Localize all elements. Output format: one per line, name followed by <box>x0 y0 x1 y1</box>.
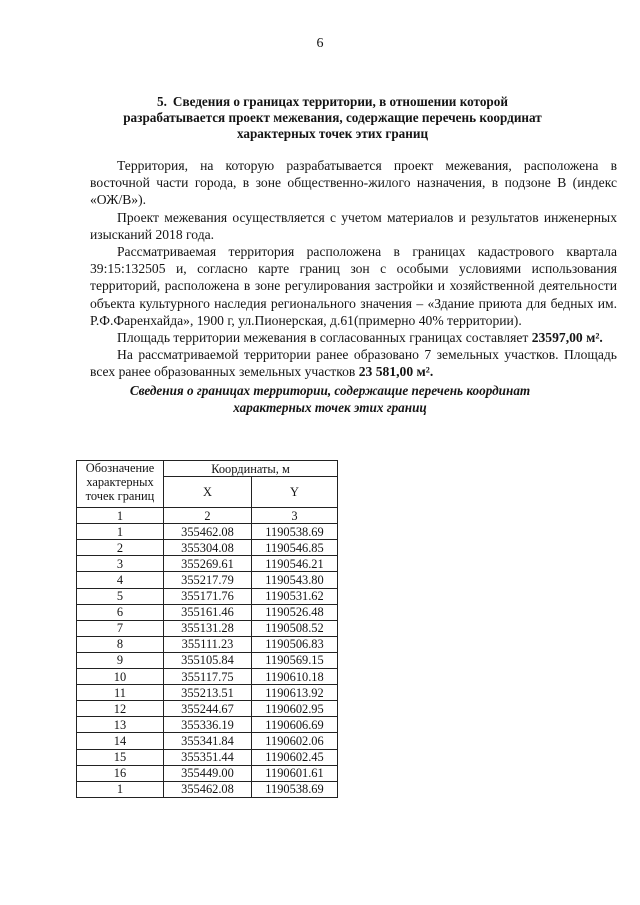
cell-y: 1190613.92 <box>252 685 338 701</box>
cell-point: 15 <box>77 749 164 765</box>
cell-y: 1190508.52 <box>252 620 338 636</box>
cell-x: 355462.08 <box>164 524 252 540</box>
header-coordinates: Координаты, м <box>164 461 338 477</box>
cell-y: 1190531.62 <box>252 588 338 604</box>
page-number: 6 <box>316 36 324 51</box>
cell-point: 2 <box>77 540 164 556</box>
plots-area-value: 23 581,00 м². <box>358 364 434 380</box>
cell-point: 16 <box>77 765 164 781</box>
cell-y: 1190602.45 <box>252 749 338 765</box>
section-heading-line-1: 5. Сведения о границах территории, в отношении которой <box>157 94 508 109</box>
table-row <box>77 685 338 701</box>
col-number-2: 2 <box>164 508 252 524</box>
area-value: 23597,00 м². <box>531 330 603 346</box>
cell-x: 355341.84 <box>164 733 252 749</box>
table-row <box>77 717 338 733</box>
section-number: 5. <box>157 94 167 109</box>
cell-point: 8 <box>77 636 164 652</box>
table-row <box>77 588 338 604</box>
cell-x: 355304.08 <box>164 540 252 556</box>
cell-x: 355217.79 <box>164 572 252 588</box>
table-row <box>77 669 338 685</box>
paragraph-plots: На рассматриваемой территории ранее образовано 7 земельных участков. Площадь всех ранее образованных земельных участков 23 581,00 м². <box>90 347 617 380</box>
cell-point: 9 <box>77 652 164 668</box>
cell-point: 12 <box>77 701 164 717</box>
header-point: Обозначение характерных точек границ <box>77 461 164 508</box>
table-row <box>77 765 338 781</box>
cell-y: 1190546.85 <box>252 540 338 556</box>
cell-y: 1190610.18 <box>252 669 338 685</box>
cell-x: 355213.51 <box>164 685 252 701</box>
cell-point: 1 <box>77 524 164 540</box>
cell-y: 1190569.15 <box>252 652 338 668</box>
cell-y: 1190602.06 <box>252 733 338 749</box>
cell-x: 355449.00 <box>164 765 252 781</box>
cell-x: 355351.44 <box>164 749 252 765</box>
table-row <box>77 524 338 540</box>
paragraph-area: Площадь территории межевания в согласованных границах составляет 23597,00 м². <box>117 330 603 346</box>
cell-y: 1190606.69 <box>252 717 338 733</box>
cell-point: 14 <box>77 733 164 749</box>
cell-y: 1190506.83 <box>252 636 338 652</box>
coordinates-table <box>76 460 338 798</box>
header-y: Y <box>252 477 338 508</box>
table-row <box>77 604 338 620</box>
cell-x: 355336.19 <box>164 717 252 733</box>
cell-x: 355244.67 <box>164 701 252 717</box>
paragraph-cadastral: Рассматриваемая территория расположена в границах кадастрового квартала 39:15:132505 и, согласно карте границ зон с особыми условиями использования территорий, расположена в зоне регулирования застройки и хозяйственной деятельности объекта культурного наследия регионального значения – «Здание приюта для бедных им. Р.Ф.Фаренхайда», 1900 г, ул.Пионерская, д.61(примерно 40% территории). <box>90 244 617 328</box>
table-row <box>77 620 338 636</box>
section-heading-line-3: характерных точек этих границ <box>236 126 429 141</box>
header-x: X <box>164 477 252 508</box>
section-heading-line-2: разрабатывается проект межевания, содержащие перечень координат <box>123 110 542 125</box>
cell-y: 1190601.61 <box>252 765 338 781</box>
section-heading <box>110 94 555 142</box>
cell-point: 10 <box>77 669 164 685</box>
paragraph-location: Территория, на которую разрабатывается проект межевания, расположена в восточной части города, в зоне общественно-жилого назначения, в подзоне В (индекс «ОЖ/В»). <box>90 158 617 208</box>
cell-x: 355111.23 <box>164 636 252 652</box>
cell-x: 355462.08 <box>164 781 252 797</box>
cell-point: 5 <box>77 588 164 604</box>
table-caption: Сведения о границах территории, содержащие перечень координат характерных точек этих границ <box>129 383 531 415</box>
cell-x: 355117.75 <box>164 669 252 685</box>
cell-y: 1190543.80 <box>252 572 338 588</box>
cell-point: 11 <box>77 685 164 701</box>
cell-point: 13 <box>77 717 164 733</box>
paragraph-surveys: Проект межевания осуществляется с учетом материалов и результатов инженерных изысканий 2018 года. <box>90 209 617 242</box>
cell-x: 355161.46 <box>164 604 252 620</box>
cell-point: 6 <box>77 604 164 620</box>
table-row <box>77 652 338 668</box>
cell-point: 7 <box>77 620 164 636</box>
cell-point: 4 <box>77 572 164 588</box>
cell-x: 355269.61 <box>164 556 252 572</box>
cell-point: 1 <box>77 781 164 797</box>
table-row <box>77 572 338 588</box>
table-row <box>77 556 338 572</box>
table-row <box>77 540 338 556</box>
table-row <box>77 749 338 765</box>
cell-y: 1190546.21 <box>252 556 338 572</box>
table-row <box>77 781 338 797</box>
cell-x: 355131.28 <box>164 620 252 636</box>
table-row <box>77 701 338 717</box>
col-number-3: 3 <box>252 508 338 524</box>
col-number-1: 1 <box>77 508 164 524</box>
table-row <box>77 636 338 652</box>
cell-x: 355171.76 <box>164 588 252 604</box>
cell-y: 1190526.48 <box>252 604 338 620</box>
cell-y: 1190538.69 <box>252 524 338 540</box>
body-text <box>90 157 617 381</box>
table-row <box>77 733 338 749</box>
cell-point: 3 <box>77 556 164 572</box>
cell-y: 1190602.95 <box>252 701 338 717</box>
cell-x: 355105.84 <box>164 652 252 668</box>
cell-y: 1190538.69 <box>252 781 338 797</box>
